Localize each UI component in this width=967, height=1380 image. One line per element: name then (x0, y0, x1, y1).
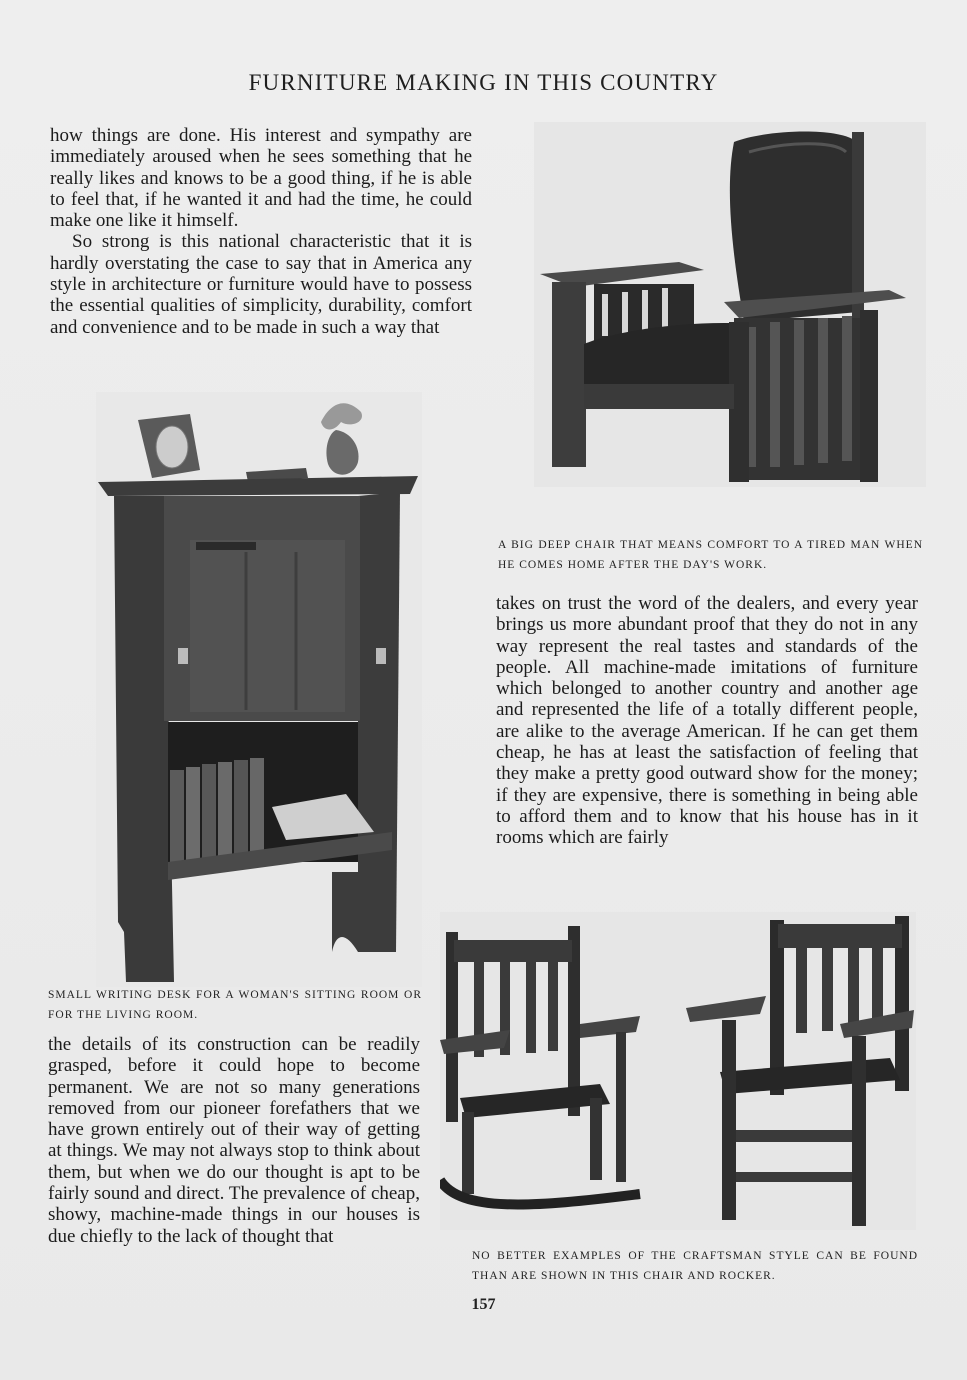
morris-chair-photo (534, 122, 926, 487)
caption-desk: SMALL WRITING DESK FOR A WOMAN'S SITTING ROOM OR FOR THE LIVING ROOM. (48, 989, 422, 1021)
caption-rockers: NO BETTER EXAMPLES OF THE CRAFTSMAN STYLE CAN BE FOUND THAN ARE SHOWN IN THIS CHAIR AND ROCKER. (472, 1250, 918, 1282)
chair-and-rocker-photo (440, 912, 916, 1230)
caption-chair: A BIG DEEP CHAIR THAT MEANS COMFORT TO A TIRED MAN WHEN HE COMES HOME AFTER THE DAY'S WORK. (498, 539, 923, 571)
page-title: FURNITURE MAKING IN THIS COUNTRY (248, 70, 719, 95)
page-number: 157 (471, 1296, 496, 1313)
text-column-bottom-left (48, 1034, 420, 1247)
writing-desk-photo (96, 392, 422, 987)
paragraph: takes on trust the word of the dealers, and every year brings us more abundant proof that they do not in any way represent the real tastes and standards of the people. All machine-made imitations of furniture which belonged to another country and another age and represented the life of a totally different people, are alike to the average American. If he can get them cheap, he has at least the satisfaction of feeling that they make a pretty good outward show for the money; if they are expensive, there is something in being able to afford them and to know that his house has in it rooms which are fairly (496, 593, 918, 849)
paragraph: So strong is this national characteristic that it is hardly overstating the case to say that in America any style in architecture or furniture would have to possess the essential qualities of simplicity, durability, comfort and convenience and to be made in such a way that (50, 231, 472, 338)
paragraph: how things are done. His interest and sympathy are immediately aroused when he sees something that he really likes and knows to be a good thing, if he is able to feel that, if he wanted it and had the time, he could make one like it himself. (50, 125, 472, 232)
text-column-mid-right (496, 593, 918, 849)
paragraph: the details of its construction can be readily grasped, before it could hope to become permanent. We are not so many generations removed from our pioneer forefathers that we have grown entirely out of their way of getting at things. We may not always stop to think about them, but when we do our thought is apt to be fairly sound and direct. The prevalence of cheap, showy, machine-made things in our houses is due chiefly to the lack of thought that (48, 1034, 420, 1247)
text-column-top-left (50, 125, 472, 338)
